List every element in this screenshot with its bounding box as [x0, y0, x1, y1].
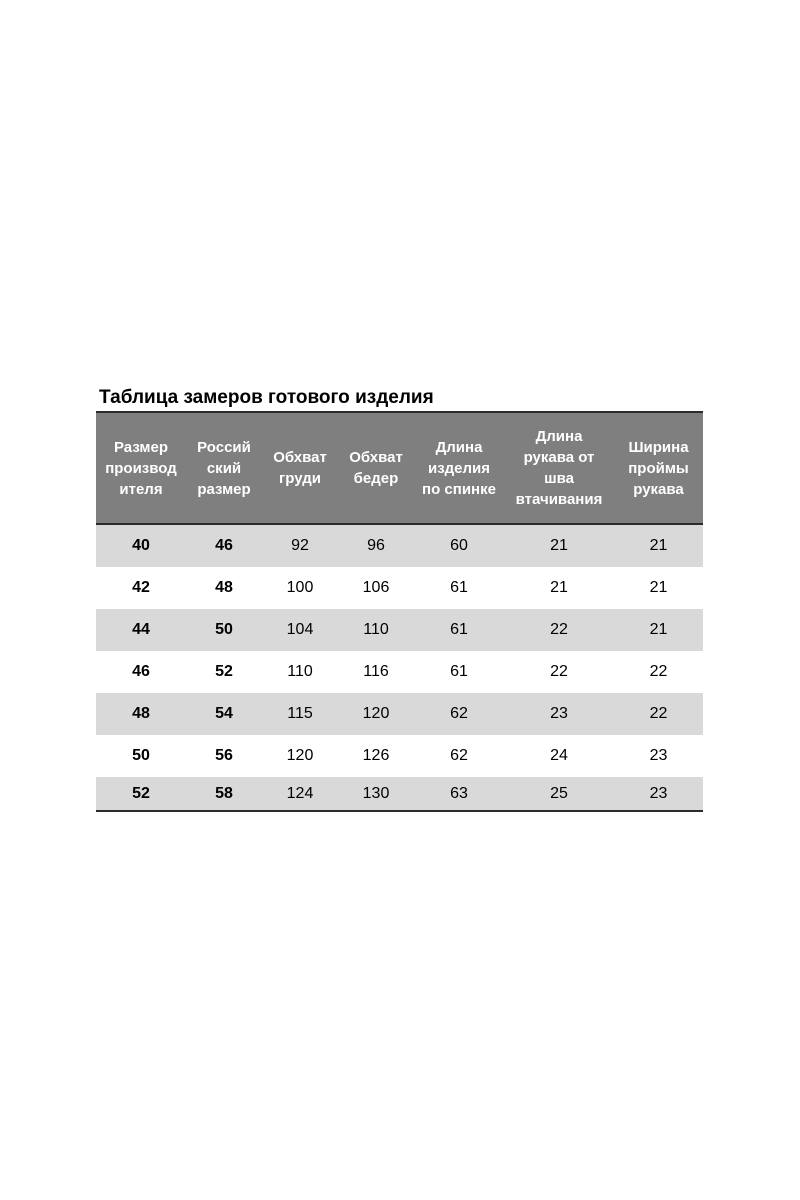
- cell-manufacturer-size: 46: [132, 663, 150, 680]
- table-row: [96, 735, 703, 777]
- cell-hips: 106: [362, 579, 390, 596]
- table-row: [96, 609, 703, 651]
- cell-sleeve-length: 21: [550, 579, 568, 596]
- header-back-length: Длина изделия по спинке: [414, 412, 504, 524]
- cell-hips: 126: [362, 747, 390, 764]
- cell-sleeve-length: 22: [504, 609, 614, 651]
- cell-back-length: 61: [414, 609, 504, 651]
- header-hips: Обхват бедер: [338, 412, 414, 524]
- cell-hips: 96: [338, 524, 414, 567]
- size-chart: [96, 385, 703, 812]
- cell-armhole-width: 23: [614, 777, 703, 811]
- cell-back-length: 61: [450, 579, 468, 596]
- header-chest: Обхват груди: [262, 412, 338, 524]
- cell-chest: 110: [287, 663, 313, 680]
- cell-manufacturer-size: 52: [96, 777, 186, 811]
- cell-back-length: 62: [414, 693, 504, 735]
- table-row: [96, 777, 703, 811]
- table-header: [96, 412, 703, 524]
- table-row: [96, 524, 703, 567]
- table-row: [96, 651, 703, 693]
- cell-sleeve-length: 21: [504, 524, 614, 567]
- cell-armhole-width: 21: [614, 609, 703, 651]
- cell-sleeve-length: 23: [504, 693, 614, 735]
- cell-armhole-width: 22: [614, 693, 703, 735]
- table-row: [96, 567, 703, 609]
- cell-armhole-width: 21: [649, 579, 668, 596]
- header-russian-size: Россий ский размер: [186, 412, 262, 524]
- cell-russian-size: 52: [215, 663, 233, 680]
- measurements-table: [96, 411, 703, 812]
- cell-sleeve-length: 24: [550, 747, 568, 764]
- cell-back-length: 62: [450, 747, 468, 764]
- cell-russian-size: 46: [186, 524, 262, 567]
- cell-chest: 104: [262, 609, 338, 651]
- header-row: [96, 412, 703, 524]
- cell-chest: 92: [262, 524, 338, 567]
- chart-title: Таблица замеров готового изделия: [99, 387, 434, 408]
- cell-manufacturer-size: 48: [96, 693, 186, 735]
- cell-sleeve-length: 25: [504, 777, 614, 811]
- cell-chest: 115: [262, 693, 338, 735]
- table-body: [96, 524, 703, 811]
- cell-hips: 130: [338, 777, 414, 811]
- header-sleeve-length: Длина рукава от шва втачивания: [504, 412, 614, 524]
- cell-russian-size: 58: [186, 777, 262, 811]
- cell-manufacturer-size: 42: [132, 579, 150, 596]
- cell-manufacturer-size: 50: [132, 747, 150, 764]
- cell-armhole-width: 21: [614, 524, 703, 567]
- cell-russian-size: 48: [215, 579, 233, 596]
- header-armhole-width: Ширина проймы рукава: [614, 412, 703, 524]
- cell-russian-size: 54: [186, 693, 262, 735]
- cell-hips: 116: [363, 663, 389, 680]
- cell-back-length: 61: [450, 663, 468, 680]
- cell-manufacturer-size: 40: [96, 524, 186, 567]
- cell-chest: 124: [262, 777, 338, 811]
- table-row: [96, 693, 703, 735]
- cell-chest: 120: [286, 747, 314, 764]
- cell-hips: 110: [338, 609, 414, 651]
- cell-back-length: 60: [414, 524, 504, 567]
- header-manufacturer-size: Размер производ ителя: [96, 412, 186, 524]
- cell-armhole-width: 22: [649, 663, 668, 680]
- cell-manufacturer-size: 44: [96, 609, 186, 651]
- cell-russian-size: 56: [215, 747, 233, 764]
- cell-sleeve-length: 22: [550, 663, 568, 680]
- cell-hips: 120: [338, 693, 414, 735]
- cell-armhole-width: 23: [649, 747, 668, 764]
- cell-back-length: 63: [414, 777, 504, 811]
- cell-russian-size: 50: [186, 609, 262, 651]
- cell-chest: 100: [286, 579, 314, 596]
